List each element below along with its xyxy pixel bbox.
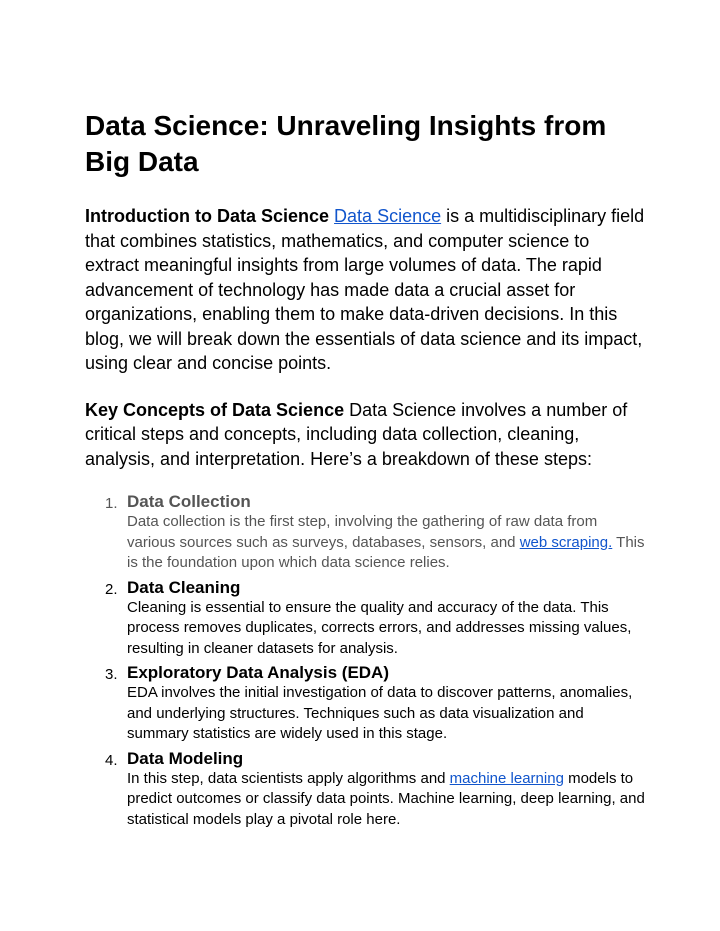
step-description <box>127 512 645 574</box>
intro-text: is a multidisciplinary field that combines statistics, mathematics, and computer science to extract meaningful insights from large volumes of data. The rapid advancement of technology has made data a crucial asset for organizations, enabling them to make data-driven decisions. In this blog, we will break down the essentials of data science and its impact, using clear and concise points. <box>85 206 645 373</box>
list-item <box>85 662 645 745</box>
step-description <box>127 769 645 831</box>
list-number: 4. <box>105 751 118 769</box>
document-page <box>85 108 645 830</box>
step-title: Exploratory Data Analysis (EDA) <box>127 663 389 682</box>
list-number: 1. <box>105 495 118 512</box>
machine-learning-link[interactable]: machine learning <box>449 769 564 787</box>
step-text: In this step, data scientists apply algorithms and <box>127 769 450 787</box>
step-text: Data collection is the first step, involving the gathering of raw data from various sources such as surveys, databases, sensors, and <box>127 513 598 551</box>
key-concepts-text: Data Science involves a number of critical steps and concepts, including data collection, cleaning, analysis, and interpretation. Here’s a breakdown of these steps: <box>85 399 628 469</box>
step-title: Data Modeling <box>127 748 244 768</box>
data-science-link[interactable]: Data Science <box>334 206 442 226</box>
step-title: Data Collection <box>127 492 251 511</box>
key-concepts-heading: Key Concepts of Data Science <box>85 399 345 420</box>
step-text: This is the foundation upon which data science relies. <box>127 533 645 571</box>
key-concepts-paragraph <box>85 398 645 472</box>
list-number: 3. <box>105 666 118 683</box>
step-title: Data Cleaning <box>127 577 241 597</box>
step-text: models to predict outcomes or classify data points. Machine learning, deep learning, and statistical models play a pivotal role here. <box>127 769 645 828</box>
list-number: 2. <box>105 580 118 598</box>
web-scraping-link[interactable]: web scraping. <box>519 533 613 551</box>
intro-heading: Introduction to Data Science <box>85 206 330 226</box>
step-description: EDA involves the initial investigation of data to discover patterns, anomalies, and underlying structures. Techniques such as data visualization and summary statistics are widely used in this stage. <box>127 684 633 742</box>
list-item <box>85 491 645 574</box>
list-item <box>85 748 645 831</box>
steps-list <box>85 491 645 830</box>
page-title: Data Science: Unraveling Insights from Big Data <box>85 110 607 177</box>
intro-paragraph <box>85 204 645 376</box>
list-item <box>85 577 645 660</box>
step-description: Cleaning is essential to ensure the quality and accuracy of the data. This process removes duplicates, corrects errors, and addresses missing values, resulting in cleaner datasets for analysis. <box>127 598 632 657</box>
